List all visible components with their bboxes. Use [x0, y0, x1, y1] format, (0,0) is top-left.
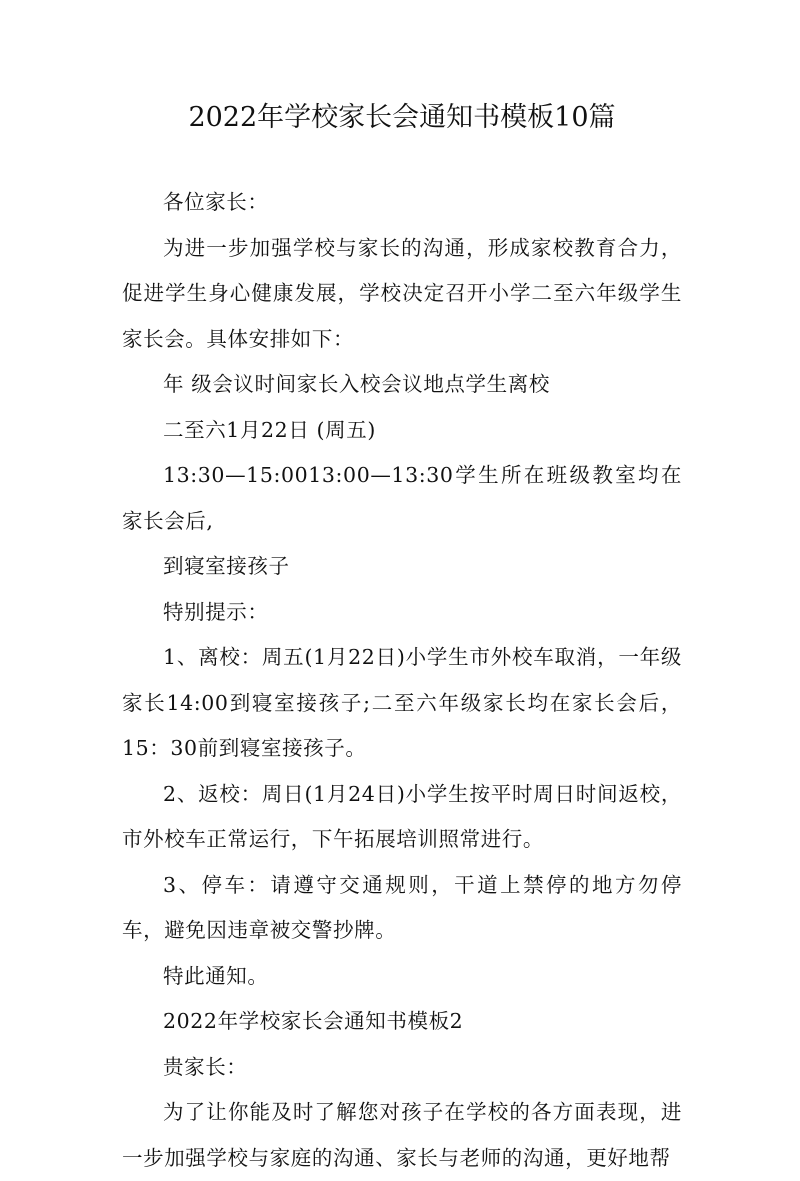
paragraph-note-leave: 1、离校：周五(1月22日)小学生市外校车取消，一年级家长14:00到寝室接孩子;二至六年级家长均在家长会后，15：30前到寝室接孩子。 [122, 645, 682, 760]
paragraph-template-2-intro: 为了让你能及时了解您对孩子在学校的各方面表现，进一步加强学校与家庭的沟通、家长与老师的沟通，更好地帮 [122, 1100, 682, 1170]
paragraph-schedule-time: 13:30—15:0013:00—13:30学生所在班级教室均在家长会后, [122, 463, 682, 533]
paragraph-schedule-header: 年 级会议时间家长入校会议地点学生离校 [163, 372, 550, 396]
paragraph-schedule-pickup: 到寝室接孩子 [163, 554, 290, 578]
paragraph-note-parking: 3、停车：请遵守交通规则，干道上禁停的地方勿停车，避免因违章被交警抄牌。 [122, 872, 682, 942]
paragraph-template-2-greeting: 贵家长： [163, 1054, 248, 1079]
paragraph-special-note: 特别提示： [163, 599, 269, 624]
paragraph-intro: 为进一步加强学校与家长的沟通，形成家校教育合力，促进学生身心健康发展，学校决定召开小学二至六年级学生家长会。具体安排如下： [122, 235, 682, 351]
paragraph-greeting: 各位家长： [163, 190, 269, 214]
paragraph-note-return: 2、返校：周日(1月24日)小学生按平时周日时间返校，市外校车正常运行，下午拓展培训照常进行。 [122, 781, 682, 851]
paragraph-template-2-heading: 2022年学校家长会通知书模板2 [163, 1009, 464, 1033]
document-body [122, 180, 682, 1181]
paragraph-closing: 特此通知。 [163, 963, 269, 988]
paragraph-schedule-date: 二至六1月22日 (周五) [163, 417, 376, 442]
document-title: 2022年学校家长会通知书模板10篇 [188, 102, 616, 133]
